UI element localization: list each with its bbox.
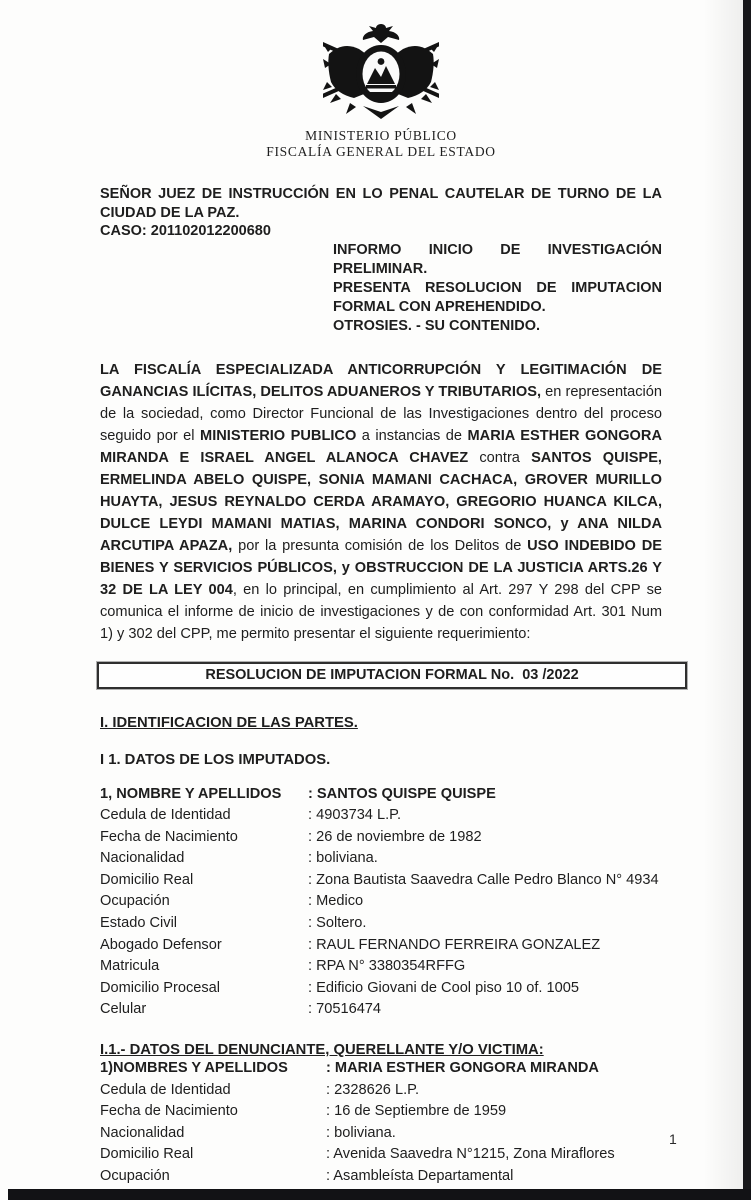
document-content — [100, 0, 662, 1200]
section-victim-heading: I.1.- DATOS DEL DENUNCIANTE, QUERELLANTE Y/O VICTIMA: — [100, 1042, 544, 1059]
field-label: Ocupación — [100, 893, 170, 910]
field-value: : boliviana. — [326, 1124, 396, 1141]
subject-block — [333, 241, 662, 337]
ministry-title: MINISTERIO PÚBLICO — [305, 128, 457, 143]
field-row — [100, 870, 662, 892]
institution-title: FISCALÍA GENERAL DEL ESTADO — [266, 144, 496, 159]
subject-line: INFORMO INICIO DE INVESTIGACIÓN PRELIMINAR. — [333, 241, 662, 277]
text-segment: a instancias de — [356, 427, 468, 444]
field-row — [100, 1166, 662, 1188]
field-row — [100, 784, 662, 806]
field-value: : 70516474 — [308, 1001, 382, 1018]
subject-line: PRESENTA RESOLUCION DE IMPUTACION FORMAL CON APREHENDIDO. — [333, 279, 662, 316]
field-value: : 2328626 L.P. — [326, 1081, 420, 1098]
bold-text-segment: MARIA ESTHER GONGORA MIRANDA E ISRAEL ANGEL ALANOCA CHAVEZ — [100, 427, 662, 466]
field-row — [100, 978, 662, 1000]
field-label: Cedula de Identidad — [100, 1081, 231, 1098]
field-label: Fecha de Nacimiento — [100, 828, 238, 845]
bold-text-segment: USO INDEBIDO DE BIENES Y SERVICIOS PÚBLICOS, y OBSTRUCCION DE LA JUSTICIA ARTS.26 Y 32 DE LA LEY 004 — [100, 537, 662, 598]
field-row — [100, 999, 662, 1021]
field-row — [100, 805, 662, 827]
field-row — [100, 956, 662, 978]
field-label: Domicilio Real — [100, 871, 194, 888]
field-row — [100, 848, 662, 870]
field-row — [100, 891, 662, 913]
page-number: 1 — [669, 1131, 677, 1147]
field-value: : Soltero. — [308, 915, 367, 932]
scan-border-right — [743, 0, 751, 1200]
text-segment: en representación de la sociedad, como Director Funcional de las Investigaciones dentro del proceso seguido por el — [100, 383, 662, 444]
text-segment: por la presunta comisión de los Delitos de — [232, 537, 528, 554]
bold-text-segment: SANTOS QUISPE, ERMELINDA ABELO QUISPE, SONIA MAMANI CACHACA, GROVER MURILLO HUAYTA, JESUS REYNALDO CERDA ARAMAYO, GREGORIO HUANCA KILCA, DULCE LEYDI MAMANI MATIAS, MARINA CONDORI SONCO, y ANA NILDA ARCUTIPA APAZA, — [100, 449, 662, 554]
subject-line: OTROSIES. - SU CONTENIDO. — [333, 318, 541, 335]
field-row — [100, 1058, 662, 1080]
field-value: : RAUL FERNANDO FERREIRA GONZALEZ — [308, 936, 601, 953]
resolution-title: RESOLUCION DE IMPUTACION FORMAL No. 03 /2022 — [205, 666, 579, 683]
field-label: Nacionalidad — [100, 850, 185, 867]
text-segment: contra — [468, 449, 532, 466]
field-value: : Medico — [308, 893, 364, 910]
section-parties-heading: I. IDENTIFICACION DE LAS PARTES. — [100, 714, 358, 731]
field-label: Cedula de Identidad — [100, 807, 231, 824]
field-value: : Edificio Giovani de Cool piso 10 of. 1005 — [308, 979, 579, 996]
field-value: : Asambleísta Departamental — [326, 1168, 514, 1185]
field-row — [100, 935, 662, 957]
field-label: 1)NOMBRES Y APELLIDOS — [100, 1060, 288, 1077]
field-value: : 16 de Septiembre de 1959 — [326, 1103, 507, 1120]
field-label: Matricula — [100, 958, 160, 975]
section-imputados-heading: I 1. DATOS DE LOS IMPUTADOS. — [100, 751, 331, 768]
field-label: Fecha de Nacimiento — [100, 1103, 238, 1120]
field-value: : 26 de noviembre de 1982 — [308, 828, 482, 845]
field-value: : SANTOS QUISPE QUISPE — [308, 785, 496, 802]
field-label: Ocupación — [100, 1168, 170, 1185]
field-label: Abogado Defensor — [100, 936, 222, 953]
bold-text-segment: MINISTERIO PUBLICO — [200, 427, 357, 444]
field-value: : RPA N° 3380354RFFG — [308, 958, 466, 975]
addressee-line: SEÑOR JUEZ DE INSTRUCCIÓN EN LO PENAL CAUTELAR DE TURNO DE LA CIUDAD DE LA PAZ. — [100, 186, 662, 221]
field-label: 1, NOMBRE Y APELLIDOS — [100, 785, 282, 802]
bold-text-segment: LA FISCALÍA ESPECIALIZADA ANTICORRUPCIÓN Y LEGITIMACIÓN DE GANANCIAS ILÍCITAS, DELITOS ADUANEROS Y TRIBUTARIOS, — [100, 361, 662, 400]
field-value: : 4903734 L.P. — [308, 807, 402, 824]
field-label: Celular — [100, 1001, 147, 1018]
field-label: Domicilio Real — [100, 1146, 194, 1163]
field-row — [100, 1123, 662, 1145]
victim-fields — [100, 1058, 662, 1200]
field-row — [100, 1080, 662, 1102]
field-value: : Avenida Saavedra N°1215, Zona Miraflores — [326, 1146, 615, 1163]
field-row — [100, 913, 662, 935]
intro-paragraph — [100, 359, 662, 645]
field-value: : boliviana. — [308, 850, 378, 867]
field-label: Domicilio Procesal — [100, 979, 221, 996]
imputado-fields — [100, 784, 662, 1022]
document-header — [100, 0, 662, 160]
bolivia-coat-of-arms-icon — [323, 24, 439, 120]
scan-edge-shadow — [703, 0, 743, 1200]
field-row — [100, 827, 662, 849]
case-number-line: CASO: 201102012200680 — [100, 223, 271, 239]
resolution-title-box — [97, 662, 687, 689]
field-label: Nacionalidad — [100, 1124, 185, 1141]
field-row — [100, 1144, 662, 1166]
field-label: Estado Civil — [100, 915, 178, 932]
field-value: : MARIA ESTHER GONGORA MIRANDA — [326, 1060, 599, 1077]
field-row — [100, 1101, 662, 1123]
scan-border-bottom — [8, 1189, 751, 1200]
text-segment: , en lo principal, en cumplimiento al Art. 297 Y 298 del CPP se comunica el informe de inicio de investigaciones y de con conformidad Art. 301 Num 1) y 302 del CPP, me permito presentar el siguiente requerimiento: — [100, 581, 662, 642]
field-value: : Zona Bautista Saavedra Calle Pedro Blanco N° 4934 — [308, 871, 659, 888]
